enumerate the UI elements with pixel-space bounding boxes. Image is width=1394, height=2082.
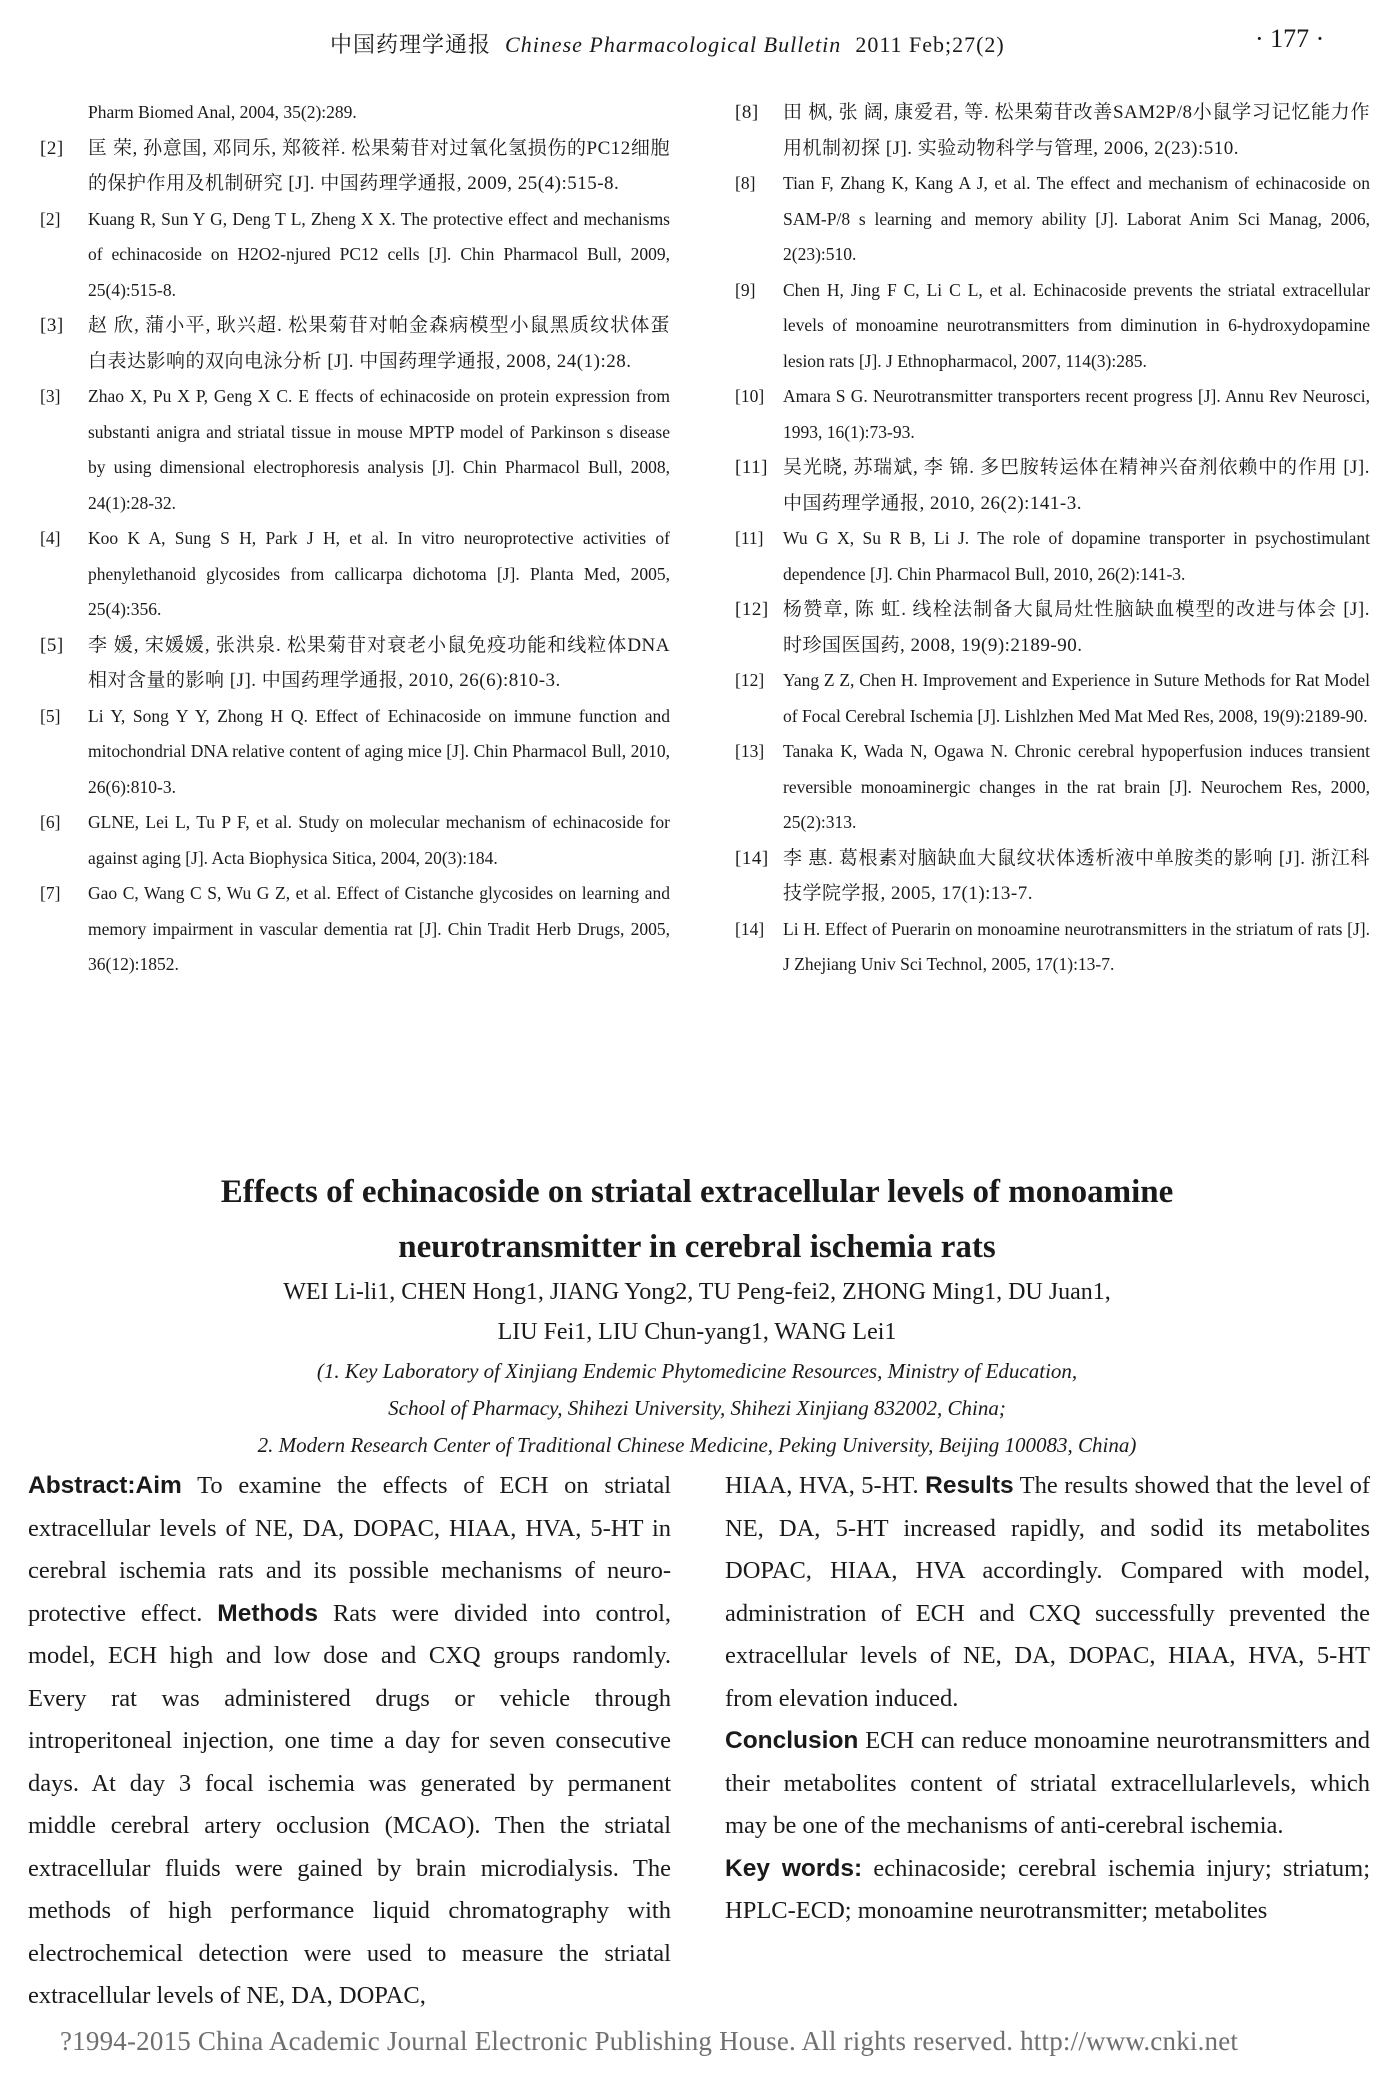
- reference-number: [13]: [735, 741, 765, 761]
- reference-item: [40, 628, 670, 699]
- reference-item: [735, 273, 1370, 380]
- methods-text: Rats were divided into control, model, ECH high and low dose and CXQ groups randomly. Every rat was administered drugs or vehicle through introperitoneal injection, one time a day for seven consecutive days. At day 3 focal ischemia was generated by permanent middle cerebral artery occlusion (MCAO). Then the striatal extracellular fluids were gained by brain microdialysis. The methods of high performance liquid chromatography with electrochemical detection were used to measure the striatal extracellular levels of NE, DA, DOPAC,: [28, 1599, 672, 2009]
- article-title: [0, 1165, 1394, 1275]
- reference-number: [9]: [735, 279, 756, 300]
- reference-text: Zhao X, Pu X P, Geng X C. E ffects of echinacoside on protein expression from substanti anigra and striatal tissue in mouse MPTP model of Parkinson s disease by using dimensional electrophoresis analysis [J]. Chin Pharmacol Bull, 2008, 24(1):28-32.: [88, 386, 670, 513]
- methods-text-continued: HIAA, HVA, 5-HT.: [725, 1472, 919, 1499]
- reference-item: [735, 521, 1370, 592]
- reference-text: Li Y, Song Y Y, Zhong H Q. Effect of Echinacoside on immune function and mitochondrial DNA relative content of aging mice [J]. Chin Pharmacol Bull, 2010, 26(6):810-3.: [88, 705, 670, 797]
- reference-text: 匡 荣, 孙意国, 邓同乐, 郑筱祥. 松果菊苷对过氧化氢损伤的PC12细胞的保护作用及机制研究 [J]. 中国药理学通报, 2009, 25(4):515-8.: [88, 137, 670, 194]
- authors-line: WEI Li-li1, CHEN Hong1, JIANG Yong2, TU Peng-fei2, ZHONG Ming1, DU Juan1,: [283, 1279, 1111, 1305]
- copyright-watermark: ?1994-2015 China Academic Journal Electronic Publishing House. All rights reserved. http://www.cnki.net: [60, 2026, 1239, 2056]
- reference-number: [11]: [735, 528, 764, 548]
- running-head: [330, 28, 1005, 59]
- keywords-text: echinacoside; cerebral ischemia injury; striatum; HPLC-ECD; monoamine neurotransmitter; metabolites: [725, 1854, 1371, 1924]
- authors-line: LIU Fei1, LIU Chun-yang1, WANG Lei1: [497, 1319, 897, 1345]
- reference-item: [40, 202, 670, 309]
- reference-text: 杨赞章, 陈 虹. 线栓法制备大鼠局灶性脑缺血模型的改进与体会 [J]. 时珍国医国药, 2008, 19(9):2189-90.: [783, 599, 1370, 656]
- reference-item: [40, 95, 670, 131]
- aim-text: To examine the effects of ECH on striatal extracellular levels of NE, DA, DOPAC, HIAA, HVA, 5-HT in cerebral ischemia rats and its possible mechanisms of neuro-protective effect.: [28, 1472, 671, 1627]
- reference-item: [735, 734, 1370, 841]
- reference-number: [8]: [735, 173, 756, 193]
- results-label: Results: [925, 1472, 1014, 1499]
- reference-item: [40, 521, 670, 628]
- reference-number: [12]: [735, 670, 765, 690]
- reference-item: [735, 379, 1370, 450]
- reference-text: 赵 欣, 蒲小平, 耿兴超. 松果菊苷对帕金森病模型小鼠黑质纹状体蛋白表达影响的双向电泳分析 [J]. 中国药理学通报, 2008, 24(1):28.: [88, 315, 670, 372]
- reference-text: Li H. Effect of Puerarin on monoamine neurotransmitters in the striatum of rats [J]. J Zhejiang Univ Sci Technol, 2005, 17(1):13-7.: [783, 918, 1370, 974]
- reference-text: 李 媛, 宋媛媛, 张洪泉. 松果菊苷对衰老小鼠免疫功能和线粒体DNA相对含量的影响 [J]. 中国药理学通报, 2010, 26(6):810-3.: [88, 634, 670, 691]
- reference-text: Kuang R, Sun Y G, Deng T L, Zheng X X. The protective effect and mechanisms of echinacoside on H2O2-njured PC12 cells [J]. Chin Pharmacol Bull, 2009, 25(4):515-8.: [88, 208, 670, 300]
- affiliation-text: School of Pharmacy, Shihezi University, Shihezi Xinjiang 832002, China;: [388, 1396, 1006, 1420]
- page-header: [0, 22, 1394, 62]
- journal-name-en: Chinese Pharmacological Bulletin: [505, 32, 842, 57]
- reference-item: [40, 379, 670, 521]
- affiliation-line: [0, 1353, 1394, 1390]
- journal-name-cn: 中国药理学通报: [330, 33, 492, 58]
- reference-item: [40, 308, 670, 379]
- reference-number: [14]: [735, 918, 765, 939]
- reference-text: Pharm Biomed Anal, 2004, 35(2):289.: [88, 102, 357, 122]
- affiliation-text: 2. Modern Research Center of Traditional Chinese Medicine, Peking University, Beijing 100083, China): [257, 1433, 1137, 1457]
- aim-label: Aim: [135, 1472, 182, 1499]
- reference-number: [11]: [735, 457, 768, 478]
- reference-item: [735, 912, 1370, 983]
- reference-item: [735, 166, 1370, 273]
- keywords-label: Key words:: [725, 1854, 863, 1882]
- abstract-right-column: [725, 1465, 1370, 1933]
- reference-number: [12]: [735, 599, 769, 620]
- references-left-column: [40, 95, 670, 983]
- affiliation-line: [0, 1390, 1394, 1427]
- reference-text: Amara S G. Neurotransmitter transporters recent progress [J]. Annu Rev Neurosci, 1993, 16(1):73-93.: [783, 386, 1370, 442]
- affiliations: [0, 1353, 1394, 1464]
- title-line: Effects of echinacoside on striatal extracellular levels of monoamine: [220, 1174, 1174, 1210]
- reference-number: [14]: [735, 847, 769, 869]
- reference-item: [735, 592, 1370, 663]
- page-number: · 177 ·: [1255, 24, 1325, 53]
- reference-number: [2]: [40, 137, 64, 159]
- reference-text: Yang Z Z, Chen H. Improvement and Experience in Suture Methods for Rat Model of Focal Cerebral Ischemia [J]. Lishlzhen Med Mat Med Res, 2008, 19(9):2189-90.: [783, 670, 1370, 726]
- reference-text: Chen H, Jing F C, Li C L, et al. Echinacoside prevents the striatal extracellular levels of monoamine neurotransmitters from diminution in 6-hydroxydopamine lesion rats [J]. J Ethnopharmacol, 2007, 114(3):285.: [783, 279, 1370, 371]
- reference-item: [40, 131, 670, 202]
- reference-text: GLNE, Lei L, Tu P F, et al. Study on molecular mechanism of echinacoside for against aging [J]. Acta Biophysica Sitica, 2004, 20(3):184.: [88, 812, 670, 868]
- reference-item: [735, 450, 1370, 521]
- reference-number: [6]: [40, 812, 61, 832]
- reference-item: [735, 663, 1370, 734]
- issue-date: 2011 Feb;27(2): [855, 32, 1005, 57]
- author-list: [0, 1272, 1394, 1352]
- conclusion-text: ECH can reduce monoamine neurotransmitters and their metabolites content of striatal extracellularlevels, which may be one of the mechanisms of anti-cerebral ischemia.: [725, 1727, 1371, 1839]
- abstract-left-column: [28, 1465, 671, 2018]
- reference-number: [4]: [40, 528, 61, 548]
- reference-item: [40, 805, 670, 876]
- reference-text: Tanaka K, Wada N, Ogawa N. Chronic cerebral hypoperfusion induces transient reversible monoaminergic changes in the rat brain [J]. Neurochem Res, 2000, 25(2):313.: [783, 741, 1370, 832]
- reference-number: [3]: [40, 315, 64, 336]
- reference-text: 李 惠. 葛根素对脑缺血大鼠纹状体透析液中单胺类的影响 [J]. 浙江科技学院学报, 2005, 17(1):13-7.: [783, 847, 1370, 904]
- reference-number: [8]: [735, 102, 759, 123]
- reference-item: [735, 841, 1370, 912]
- results-text: The results showed that the level of NE, DA, 5-HT increased rapidly, and sodid its metabolites DOPAC, HIAA, HVA accordingly. Compared with model, administration of ECH and CXQ successfully prevented the extracellular levels of NE, DA, DOPAC, HIAA, HVA, 5-HT from elevation induced.: [725, 1472, 1370, 1712]
- reference-number: [7]: [40, 883, 61, 903]
- reference-number: [2]: [40, 208, 61, 229]
- conclusion-label: Conclusion: [725, 1727, 859, 1754]
- reference-item: [40, 876, 670, 983]
- affiliation-text: (1. Key Laboratory of Xinjiang Endemic Phytomedicine Resources, Ministry of Education,: [316, 1359, 1078, 1383]
- reference-number: [5]: [40, 634, 64, 656]
- title-line: neurotransmitter in cerebral ischemia rats: [398, 1229, 996, 1265]
- reference-item: [40, 699, 670, 806]
- reference-number: [3]: [40, 386, 61, 406]
- abstract-label: Abstract:: [28, 1472, 136, 1499]
- reference-item: [735, 95, 1370, 166]
- reference-text: Wu G X, Su R B, Li J. The role of dopamine transporter in psychostimulant dependence [J]. Chin Pharmacol Bull, 2010, 26(2):141-3.: [783, 528, 1370, 584]
- reference-text: 吴光晓, 苏瑞斌, 李 锦. 多巴胺转运体在精神兴奋剂依赖中的作用 [J]. 中国药理学通报, 2010, 26(2):141-3.: [783, 457, 1370, 514]
- affiliation-line: [0, 1427, 1394, 1464]
- reference-text: Koo K A, Sung S H, Park J H, et al. In vitro neuroprotective activities of phenylethanoid glycosides from callicarpa dichotoma [J]. Planta Med, 2005, 25(4):356.: [88, 528, 670, 619]
- reference-number: [10]: [735, 386, 765, 406]
- reference-text: Gao C, Wang C S, Wu G Z, et al. Effect of Cistanche glycosides on learning and memory impairment in vascular dementia rat [J]. Chin Tradit Herb Drugs, 2005, 36(12):1852.: [88, 883, 670, 974]
- references-right-column: [735, 95, 1370, 983]
- reference-number: [5]: [40, 705, 61, 726]
- reference-text: 田 枫, 张 阔, 康爱君, 等. 松果菊苷改善SAM2P/8小鼠学习记忆能力作用机制初探 [J]. 实验动物科学与管理, 2006, 2(23):510.: [783, 102, 1370, 159]
- methods-label: Methods: [217, 1599, 318, 1627]
- reference-text: Tian F, Zhang K, Kang A J, et al. The effect and mechanism of echinacoside on SAM-P/8 s learning and memory ability [J]. Laborat Anim Sci Manag, 2006, 2(23):510.: [783, 173, 1370, 264]
